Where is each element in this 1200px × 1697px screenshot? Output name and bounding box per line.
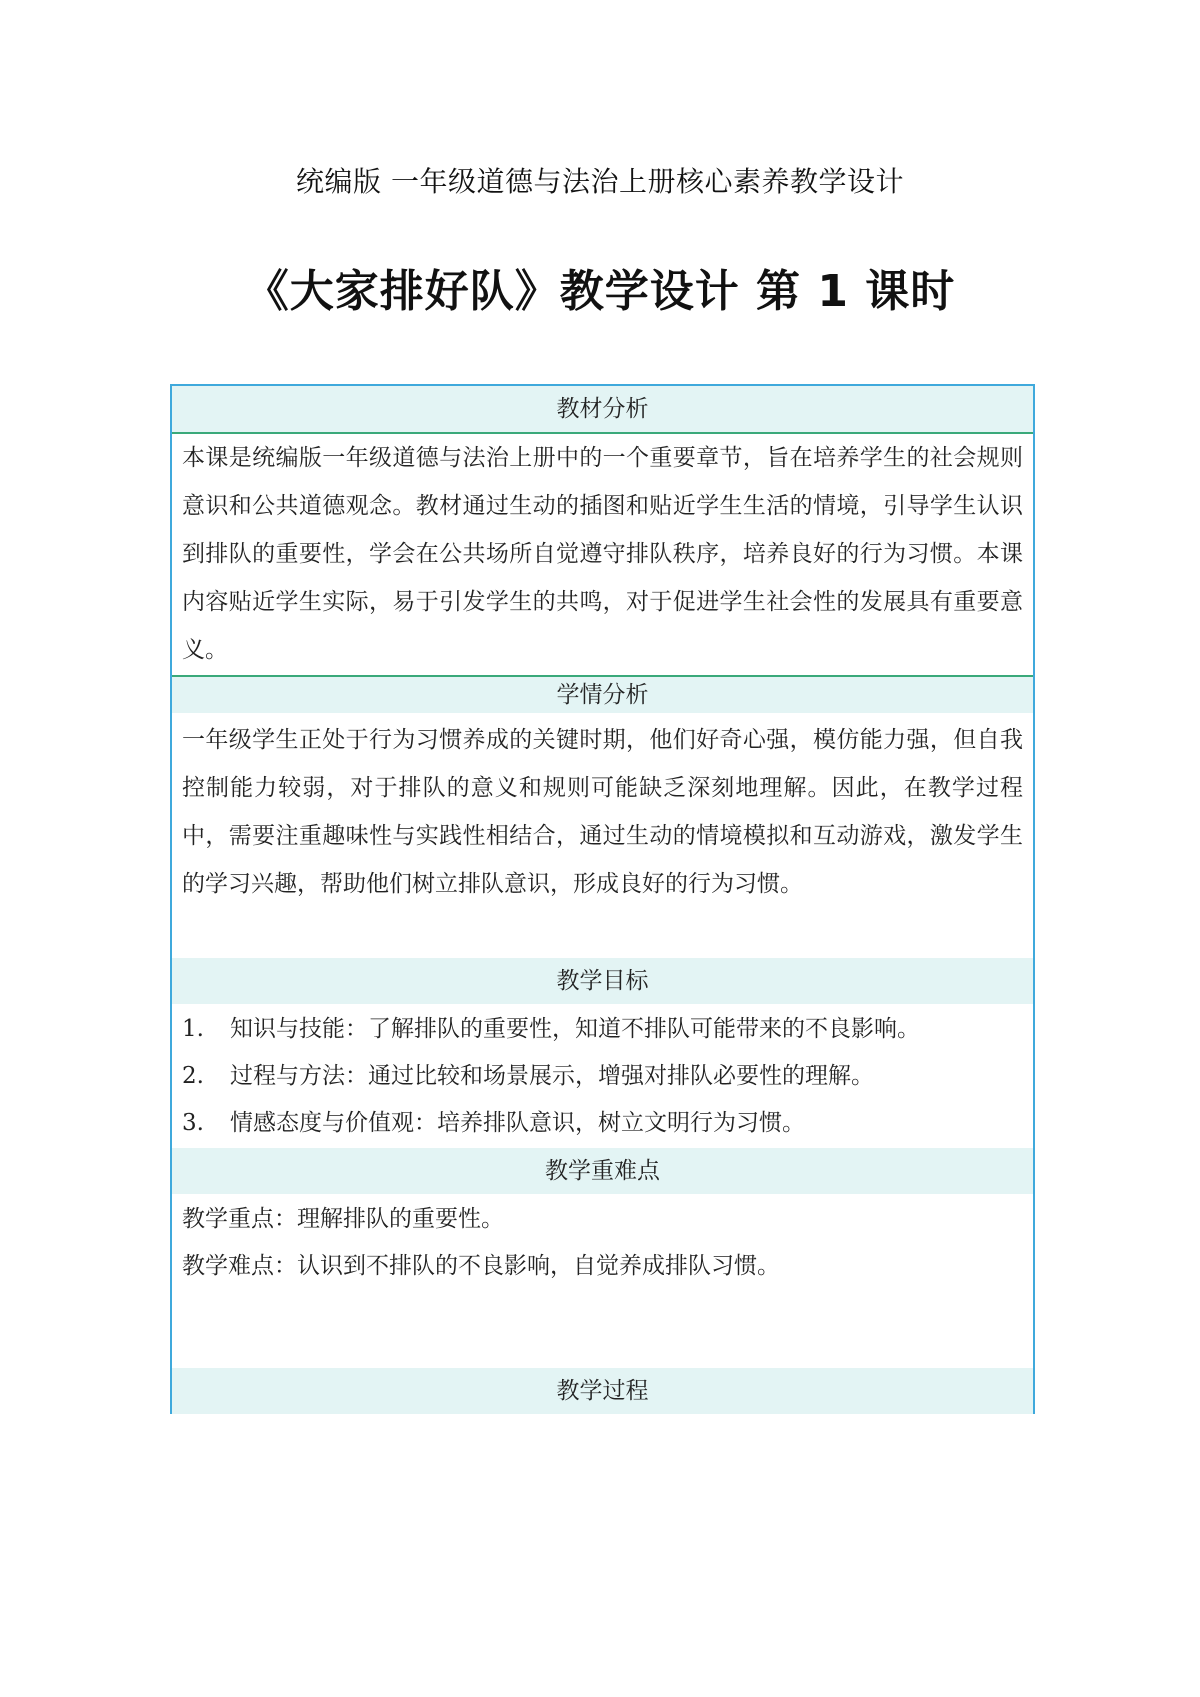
section-heading-goals: 教学目标 (172, 958, 1033, 1004)
goal-text: 情感态度与价值观：培养排队意识，树立文明行为习惯。 (230, 1110, 805, 1136)
goal-text: 知识与技能：了解排队的重要性，知道不排队可能带来的不良影响。 (230, 1016, 920, 1042)
section-heading-key-points: 教学重难点 (172, 1148, 1033, 1194)
goal-number: 2. (182, 1063, 204, 1089)
document-title: 《大家排好队》教学设计 第 1 课时 (244, 266, 956, 317)
goal-number: 1. (182, 1016, 204, 1042)
goal-text: 过程与方法：通过比较和场景展示，增强对排队必要性的理解。 (230, 1063, 874, 1089)
goal-item (182, 1100, 1023, 1147)
section-body-student-analysis: 一年级学生正处于行为习惯养成的关键时期，他们好奇心强，模仿能力强，但自我控制能力较弱，对于排队的意义和规则可能缺乏深刻地理解。因此，在教学过程中，需要注重趣味性与实践性相结合，通过生动的情境模拟和互动游戏，激发学生的学习兴趣，帮助他们树立排队意识，形成良好的行为习惯。 (182, 727, 1023, 897)
section-heading-process: 教学过程 (172, 1368, 1033, 1414)
document-subtitle: 统编版 一年级道德与法治上册核心素养教学设计 (296, 165, 904, 198)
goal-item (182, 1053, 1023, 1100)
goal-number: 3. (182, 1110, 204, 1136)
key-points-body (182, 1196, 1023, 1290)
lesson-plan-table (170, 384, 1035, 1414)
goals-list (182, 1006, 1023, 1147)
section-body-textbook-analysis: 本课是统编版一年级道德与法治上册中的一个重要章节，旨在培养学生的社会规则意识和公共道德观念。教材通过生动的插图和贴近学生生活的情境，引导学生认识到排队的重要性，学会在公共场所自觉遵守排队秩序，培养良好的行为习惯。本课内容贴近学生实际，易于引发学生的共鸣，对于促进学生社会性的发展具有重要意义。 (182, 445, 1023, 663)
goal-item (182, 1006, 1023, 1053)
section-heading-textbook-analysis: 教材分析 (172, 386, 1033, 432)
key-point-line: 教学重点：理解排队的重要性。 (182, 1206, 504, 1232)
section-heading-student-analysis: 学情分析 (172, 677, 1033, 713)
difficulty-line: 教学难点：认识到不排队的不良影响，自觉养成排队习惯。 (182, 1253, 780, 1279)
